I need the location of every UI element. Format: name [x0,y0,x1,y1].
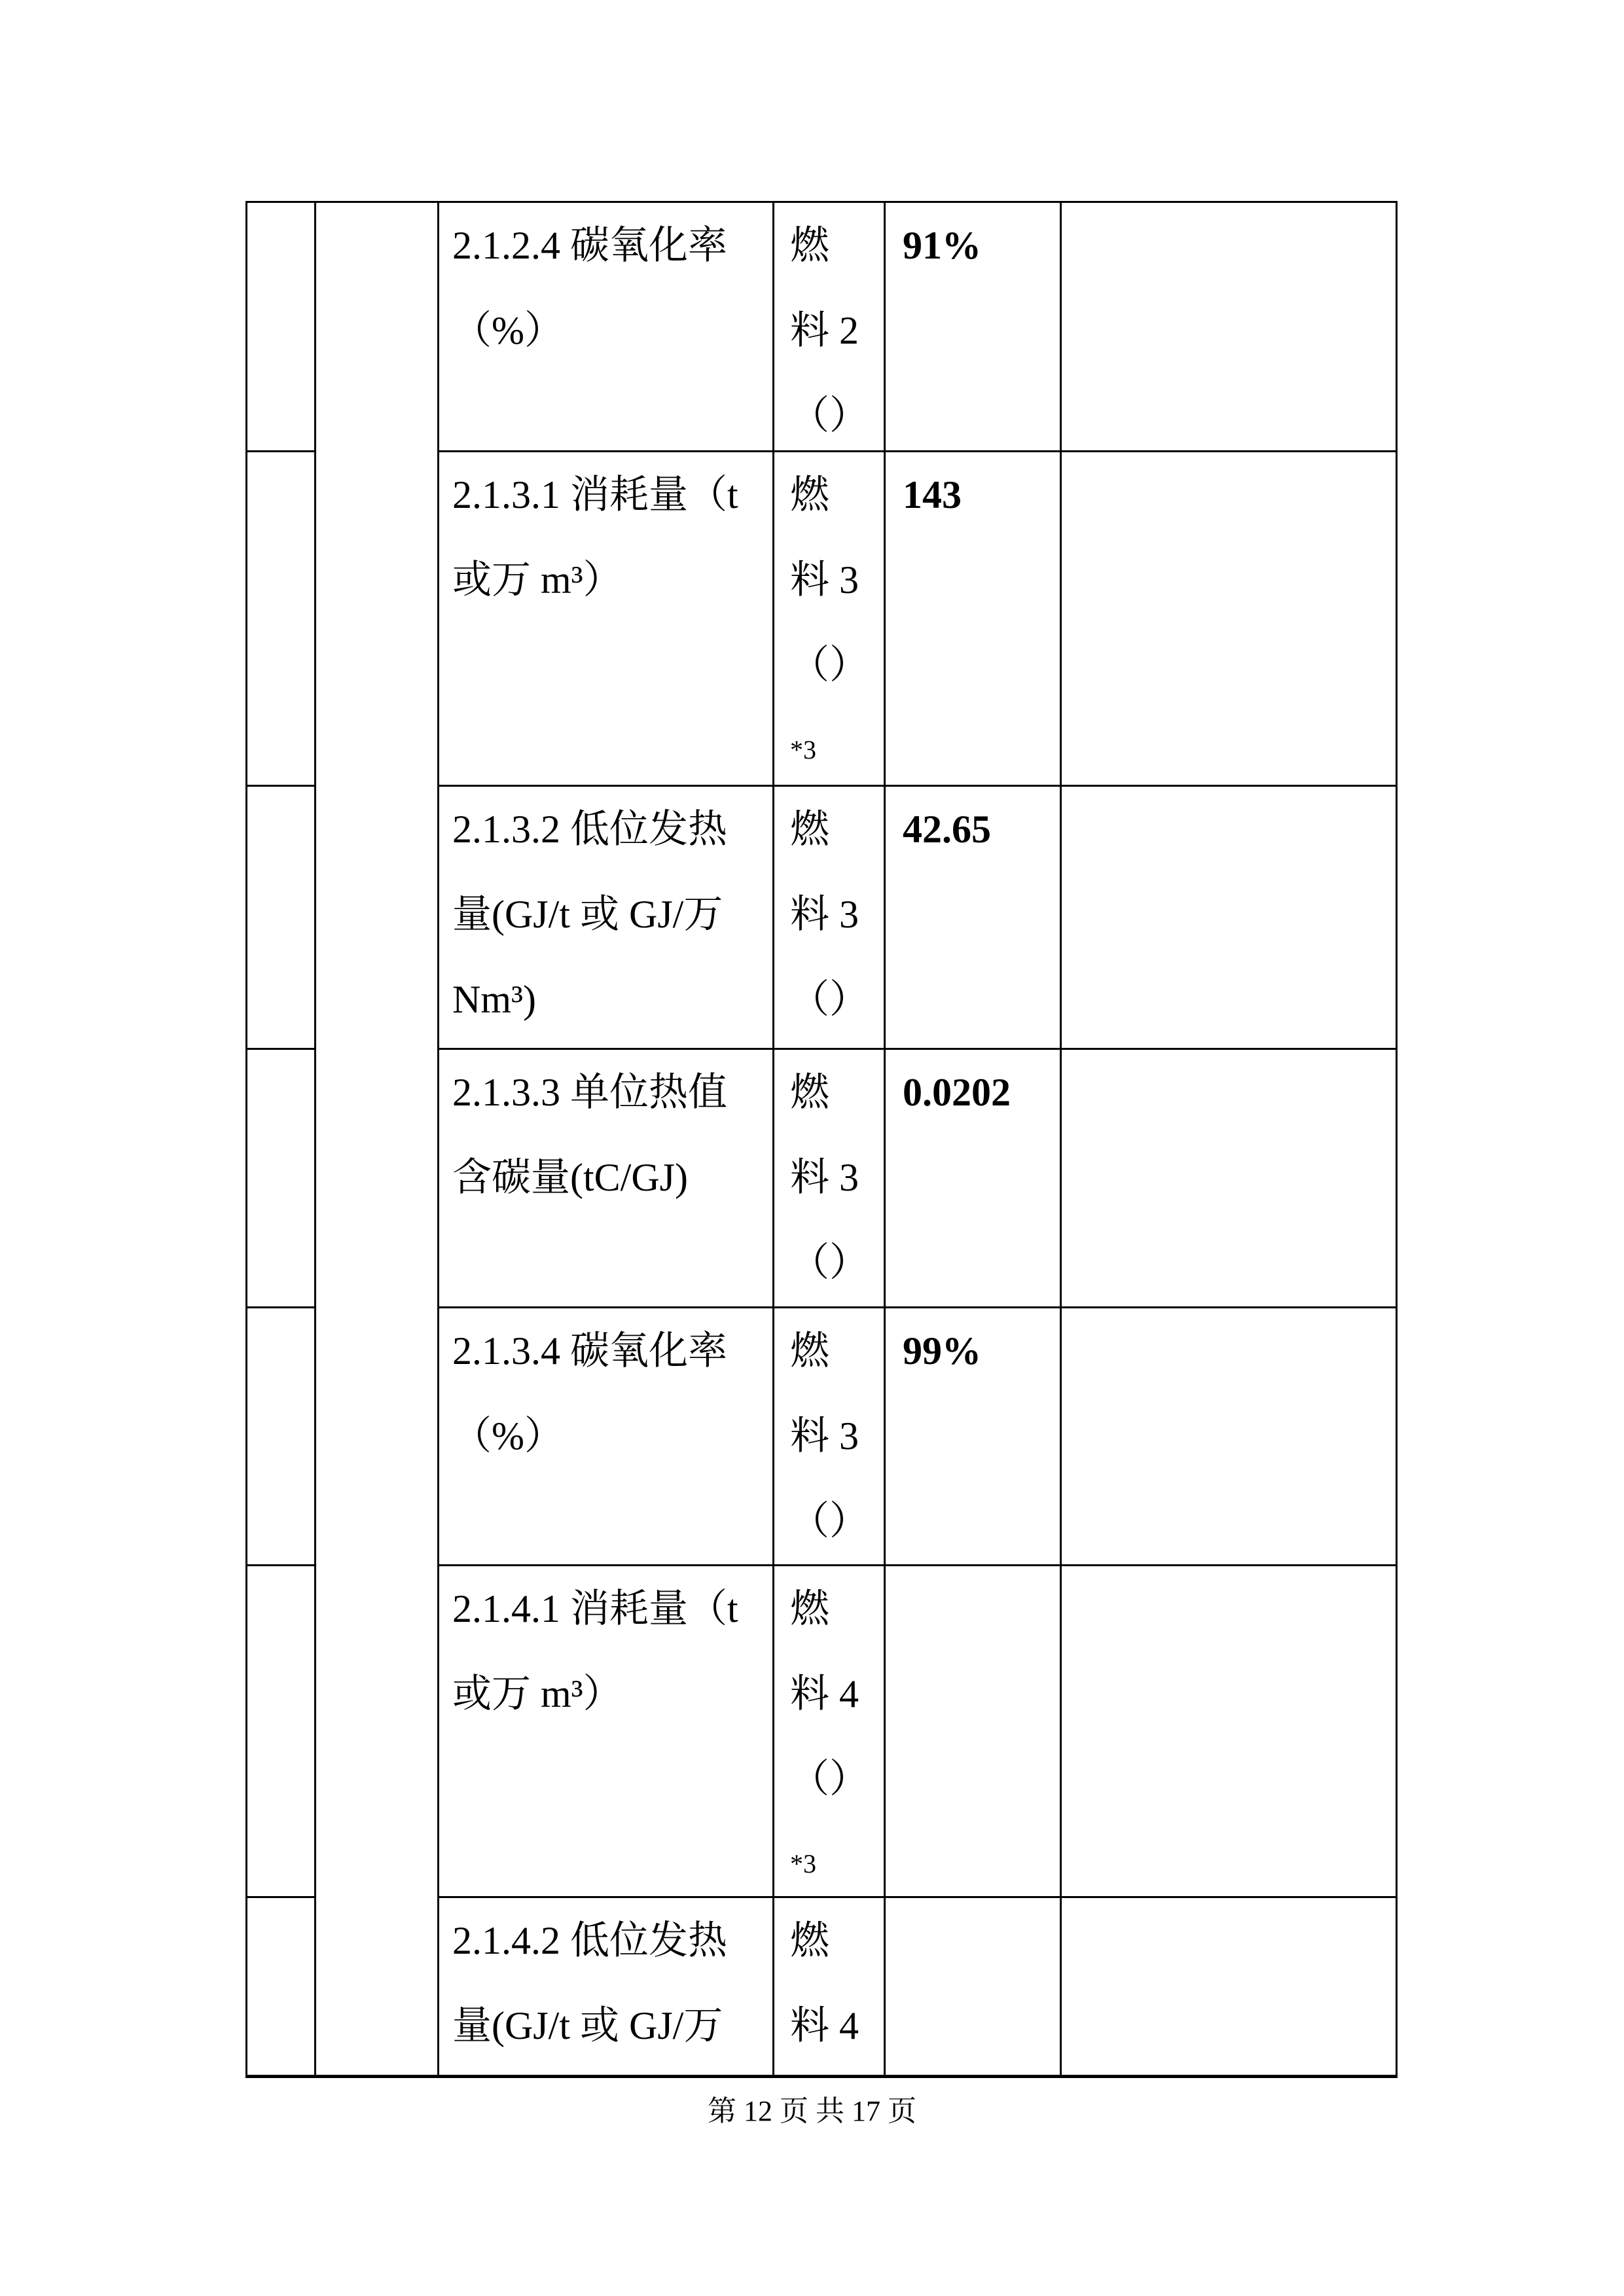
indicator-cell [439,1050,774,1308]
fuel-line: 燃 [790,1919,829,1962]
fuel-line: 料 3 [790,1414,859,1458]
indicator-line: 含碳量(tC/GJ) [452,1156,688,1199]
indicator-cell [439,452,774,787]
fuel-line: （） [790,1241,869,1284]
fuel-line: （） [790,643,869,687]
indicators-table [245,201,1398,2078]
footnote-marker: *3 [790,1849,816,1878]
seq-cell [247,1050,316,1308]
indicator-line: 量(GJ/t 或 GJ/万 [452,893,723,936]
indicator-line: 2.1.3.4 碳氧化率 [452,1329,727,1372]
fuel-cell [774,1050,886,1308]
value-cell [886,787,1062,1050]
seq-cell [247,203,316,452]
indicator-line: （%） [452,309,564,352]
empty-cell [1062,787,1396,1050]
indicator-cell [439,203,774,452]
fuel-line: 燃 [790,1071,829,1114]
seq-cell [247,1308,316,1566]
indicator-line: （%） [452,1414,564,1458]
fuel-line: 料 3 [790,558,859,601]
seq-cell [247,787,316,1050]
value-cell [886,203,1062,452]
seq-cell [247,1566,316,1898]
fuel-line: 料 3 [790,893,859,936]
empty-cell [1062,1050,1396,1308]
indicator-line: 2.1.3.2 低位发热 [452,808,727,851]
fuel-line: 燃 [790,224,829,267]
value-cell [886,1898,1062,2075]
fuel-line: 燃 [790,473,829,516]
merged-empty-column-cell [316,203,439,2075]
indicator-line: 或万 m³） [452,558,623,601]
value-text: 91% [903,224,981,267]
indicator-line: 2.1.3.3 单位热值 [452,1071,727,1114]
fuel-line: 燃 [790,808,829,851]
value-text: 0.0202 [903,1071,1011,1114]
value-cell [886,1566,1062,1898]
page-footer: 第 12 页 共 17 页 [708,2095,916,2127]
fuel-cell [774,203,886,452]
empty-cell [1062,203,1396,452]
fuel-line: （） [790,1499,869,1543]
fuel-cell [774,787,886,1050]
fuel-line: 料 2 [790,309,859,352]
fuel-cell [774,1308,886,1566]
indicator-cell [439,787,774,1050]
fuel-line: （） [790,978,869,1021]
indicator-line: 2.1.2.4 碳氧化率 [452,224,727,267]
value-cell [886,452,1062,787]
indicator-cell [439,1308,774,1566]
indicator-line: 或万 m³） [452,1672,623,1715]
footnote-marker: *3 [790,735,816,764]
indicator-line: Nm³) [452,978,536,1021]
indicator-line: 2.1.4.2 低位发热 [452,1919,727,1962]
empty-cell [1062,452,1396,787]
fuel-line: 料 3 [790,1156,859,1199]
value-text: 143 [903,473,962,516]
fuel-cell [774,1566,886,1898]
seq-cell [247,452,316,787]
indicator-line: 2.1.3.1 消耗量（t [452,473,738,516]
fuel-line: 燃 [790,1329,829,1372]
empty-cell [1062,1566,1396,1898]
indicator-line: 2.1.4.1 消耗量（t [452,1587,738,1630]
empty-cell [1062,1898,1396,2075]
indicator-cell [439,1566,774,1898]
value-text: 99% [903,1329,981,1372]
fuel-line: 燃 [790,1587,829,1630]
value-cell [886,1308,1062,1566]
seq-cell [247,1898,316,2075]
empty-cell [1062,1308,1396,1566]
value-text: 42.65 [903,808,991,851]
fuel-cell [774,452,886,787]
fuel-line: 料 4 [790,1672,859,1715]
fuel-line: 料 4 [790,2004,859,2047]
fuel-cell [774,1898,886,2075]
indicator-line: 量(GJ/t 或 GJ/万 [452,2004,723,2047]
indicator-cell [439,1898,774,2075]
fuel-line: （） [790,1757,869,1801]
fuel-line: （） [790,394,869,437]
value-cell [886,1050,1062,1308]
